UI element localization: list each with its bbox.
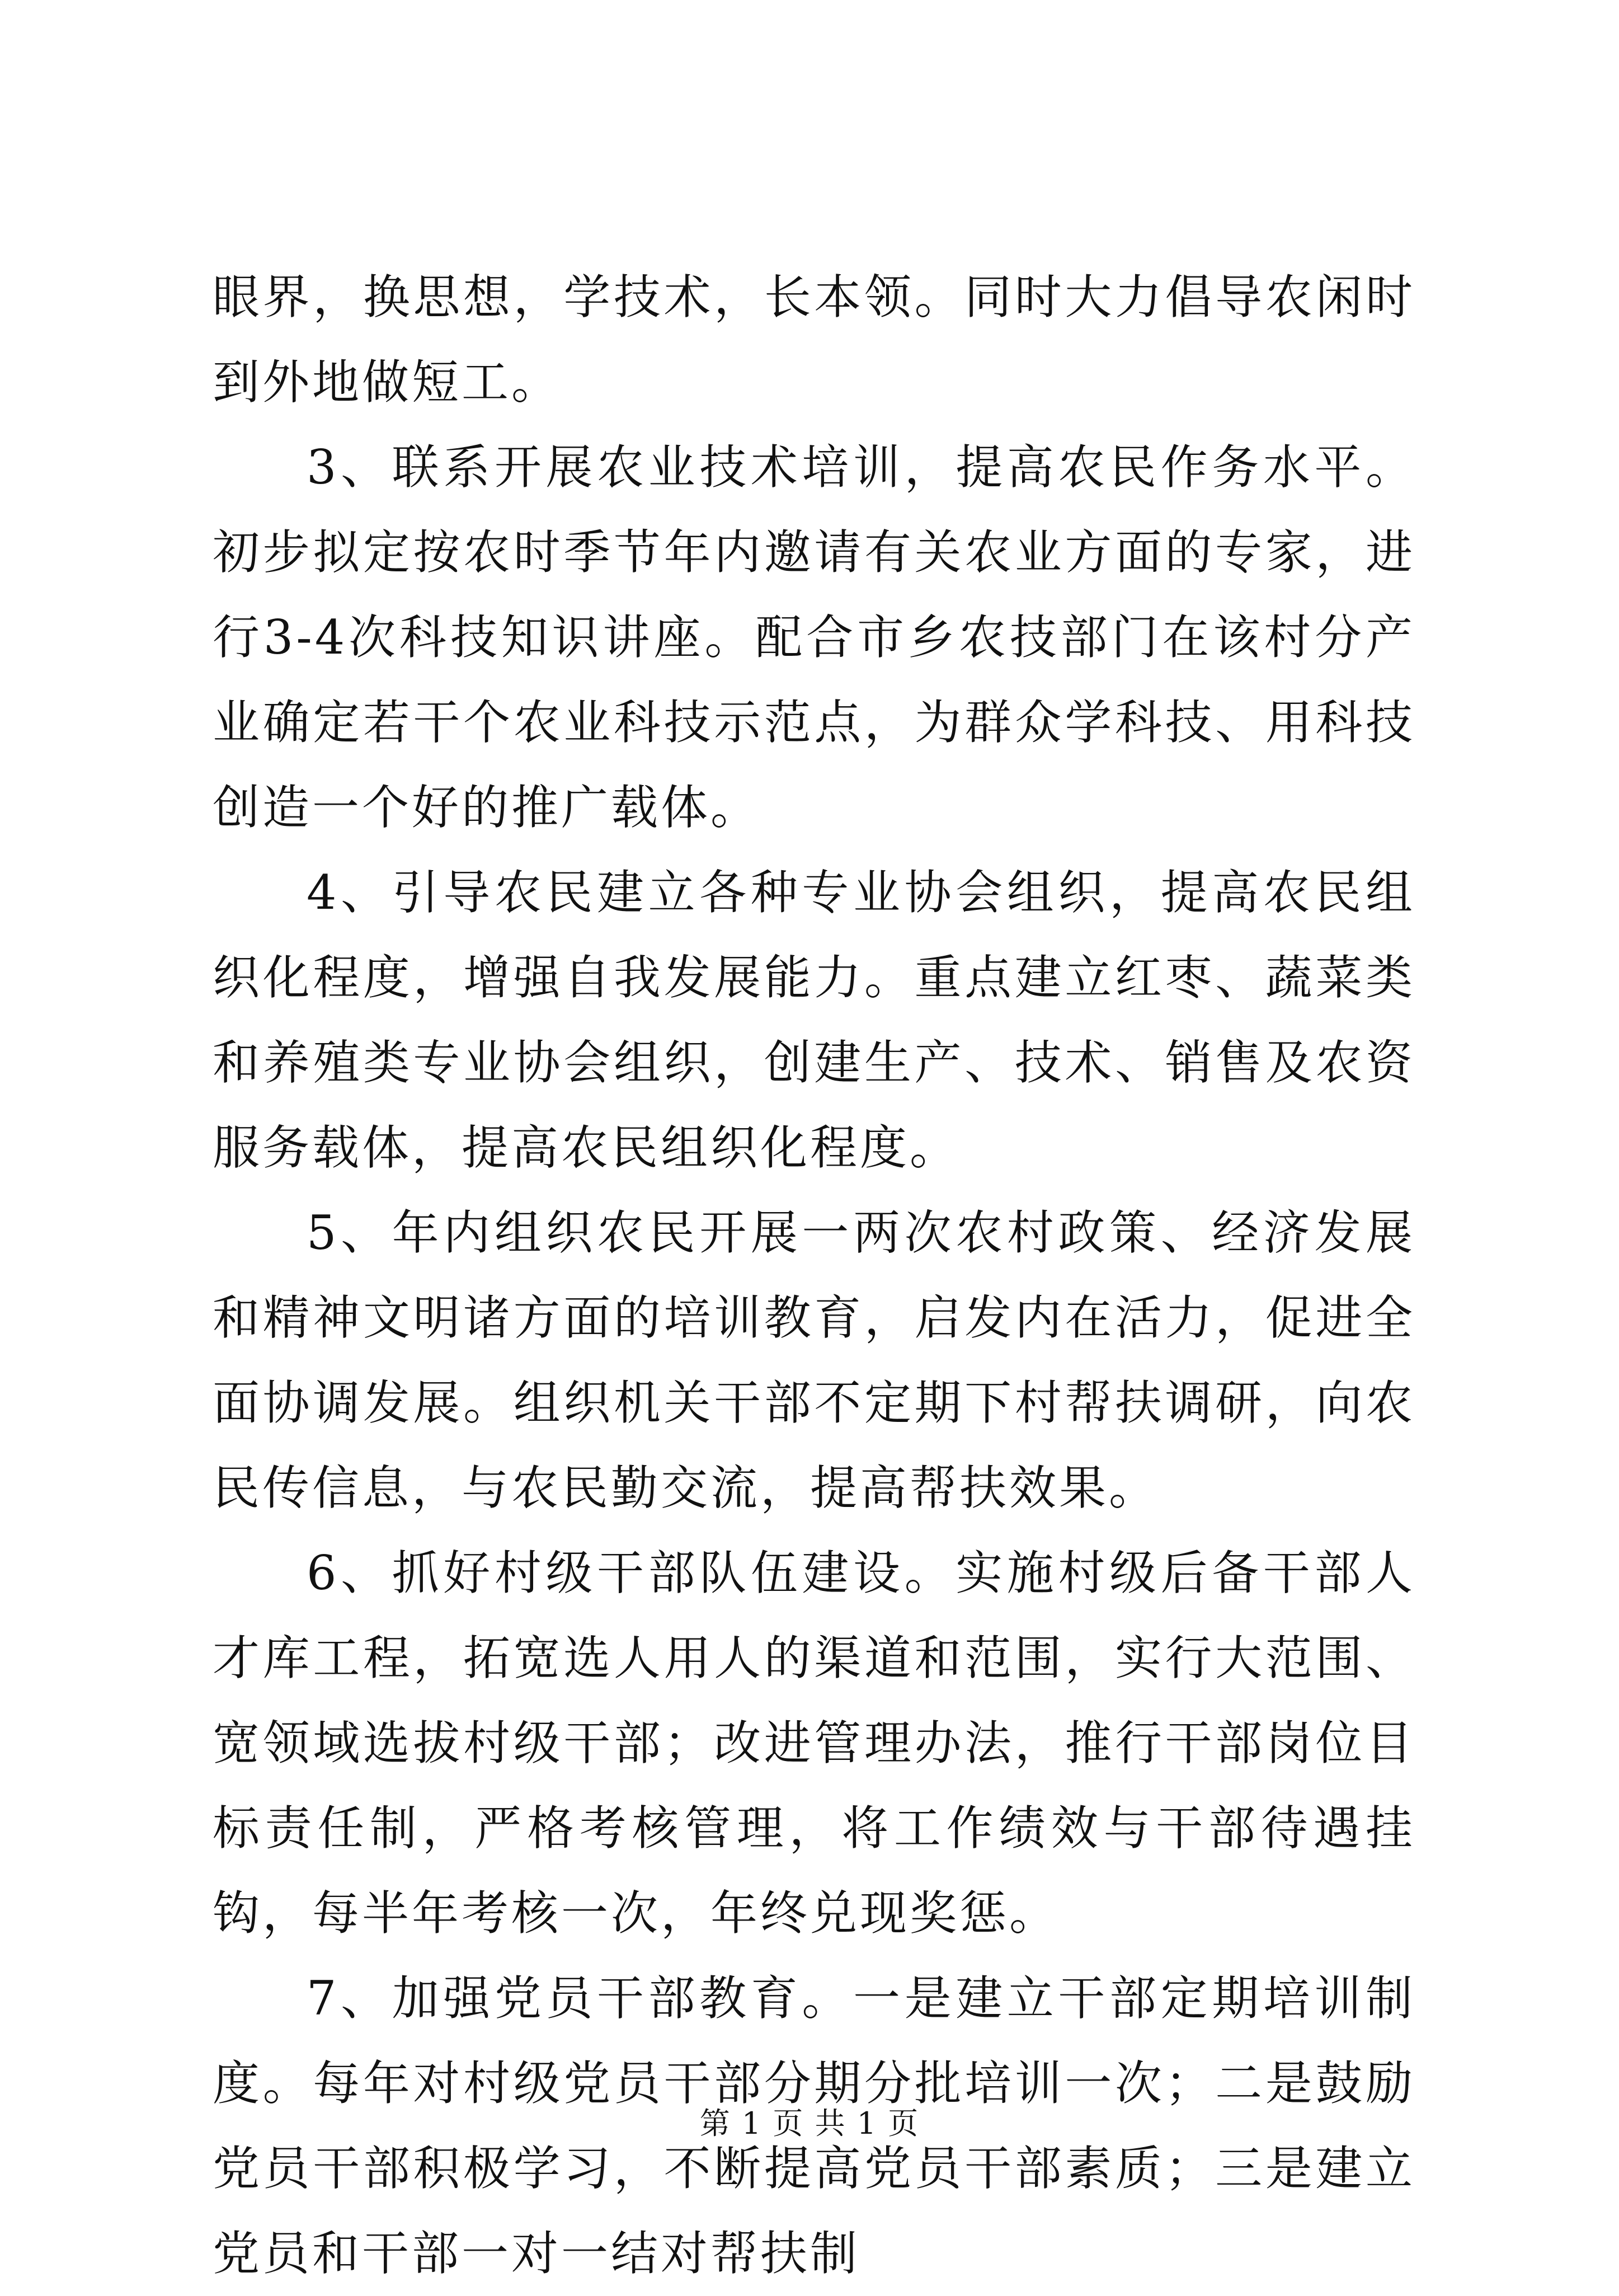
paragraph-continuation: 眼界，换思想，学技术，长本领。同时大力倡导农闲时到外地做短工。 (213, 270, 1415, 410)
paragraph-item-6: 6、抓好村级干部队伍建设。实施村级后备干部人才库工程，拓宽选人用人的渠道和范围，实行大范围、宽领域选拔村级干部；改进管理办法，推行干部岗位目标责任制，严格考核管理，将工作绩效与干部待遇挂钩，每半年考核一次，年终兑现奖惩。 (213, 1546, 1415, 1941)
page-number-footer: 第 1 页 共 1 页 (699, 2106, 920, 2141)
paragraph-item-5: 5、年内组织农民开展一两次农村政策、经济发展和精神文明诸方面的培训教育，启发内在活力，促进全面协调发展。组织机关干部不定期下村帮扶调研，向农民传信息，与农民勤交流，提高帮扶效果。 (213, 1205, 1415, 1515)
paragraph-item-7: 7、加强党员干部教育。一是建立干部定期培训制度。每年对村级党员干部分期分批培训一次；二是鼓励党员干部积极学习，不断提高党员干部素质；三是建立党员和干部一对一结对帮扶制 (213, 1971, 1415, 2281)
document-body (213, 255, 1415, 2296)
paragraph-item-3: 3、联系开展农业技术培训，提高农民作务水平。初步拟定按农时季节年内邀请有关农业方面的专家，进行3-4次科技知识讲座。配合市乡农技部门在该村分产业确定若干个农业科技示范点，为群众学科技、用科技创造一个好的推广载体。 (213, 440, 1415, 835)
paragraph-item-4: 4、引导农民建立各种专业协会组织，提高农民组织化程度，增强自我发展能力。重点建立红枣、蔬菜类和养殖类专业协会组织，创建生产、技术、销售及农资服务载体，提高农民组织化程度。 (213, 865, 1415, 1175)
